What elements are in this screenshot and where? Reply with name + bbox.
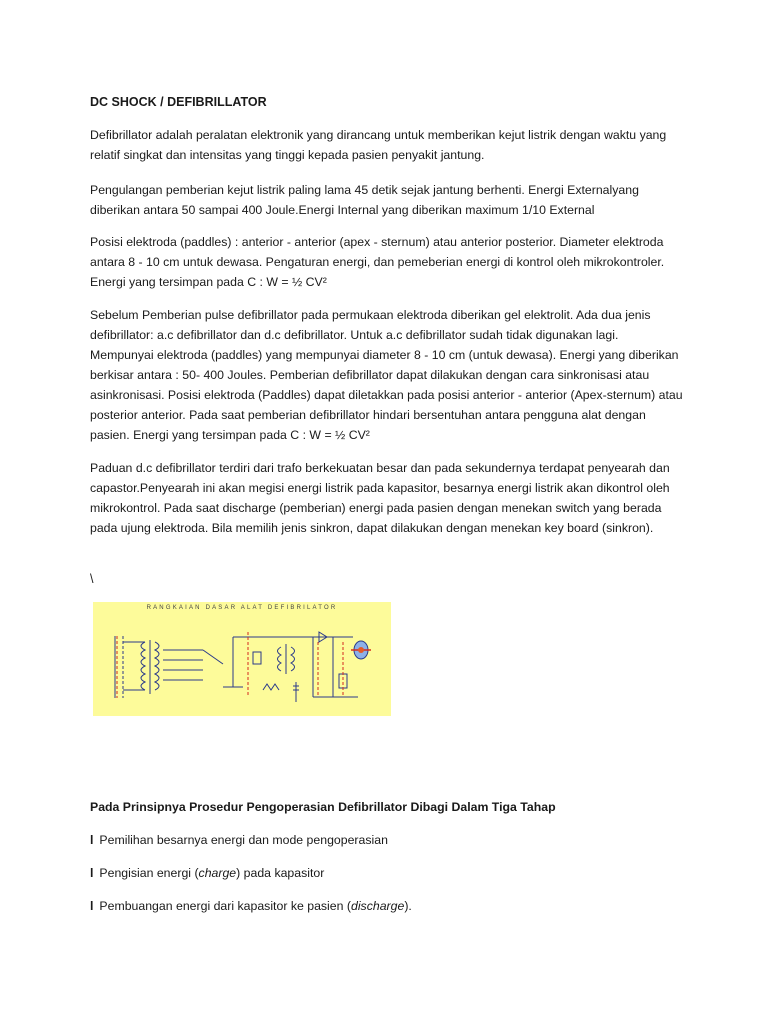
step-emphasis: discharge: [350, 899, 405, 913]
procedure-step-3: [90, 899, 412, 913]
paragraph-dc-defibrillator: Paduan d.c defibrillator terdiri dari trafo berkekuatan besar dan pada sekundernya terdapat penyearah dan capastor.Penyearah ini akan megisi energi listrik pada kapasitor, besarnya energi listrik akan dikontrol oleh mikrokontrol. Pada saat discharge (pemberian) energi pada pasien dengan menekan switch yang berada pada ujung elektroda. Bila memilih jenis sinkron, dapat dilakukan dengan menekan key board (sinkron).: [90, 461, 670, 535]
step-text-end: ).: [404, 899, 412, 913]
paragraph-electrode-position: Posisi elektroda (paddles) : anterior - anterior (apex - sternum) atau anterior posterior. Diameter elektroda antara 8 - 10 cm untuk dewasa. Pengaturan energi, dan pemeberian energi di kontrol oleh mikrokontroler. Energi yang tersimpan pada C : W = ½ CV²: [90, 235, 665, 289]
step-text: Pemilihan besarnya energi dan mode pengoperasian: [99, 833, 388, 847]
step-text: Pembuangan energi dari kapasitor ke pasien (: [99, 899, 351, 913]
step-text: Pengisian energi (: [99, 866, 199, 880]
paragraph-procedure-details: Sebelum Pemberian pulse defibrillator pada permukaan elektroda diberikan gel elektrolit. Ada dua jenis defibrillator: a.c defibrillator dan d.c defibrillator. Untuk a.c defibrillator sudah tidak digunakan lagi. Mempunyai elektroda (paddles) yang mempunyai diameter 8 - 10 cm (untuk dewasa). Energi yang diberikan berkisar antara : 50- 400 Joules. Pemberian defibrillator dapat dilakukan dengan cara sinkronisasi atau asinkronisasi. Posisi elektroda (Paddles) dapat diletakkan pada posisi anterior - anterior (Apex-sternum) atau posterior anterior. Pada saat pemberian defibrillator hindari bersentuhan antara pengguna alat dengan pasien. Energi yang tersimpan pada C : W = ½ CV²: [90, 308, 683, 442]
step-emphasis: charge: [198, 866, 237, 880]
procedure-step-1: [90, 833, 388, 847]
procedure-heading: Pada Prinsipnya Prosedur Pengoperasian Defibrillator Dibagi Dalam Tiga Tahap: [90, 800, 556, 814]
document-title: DC SHOCK / DEFIBRILLATOR: [90, 95, 267, 109]
procedure-step-2: [90, 866, 324, 880]
paragraph-definition: Defibrillator adalah peralatan elektronik yang dirancang untuk memberikan kejut listrik dengan waktu yang relatif singkat dan intensitas yang tinggi kepada pasien penyakit jantung.: [90, 128, 667, 162]
step-marker: l: [90, 866, 94, 880]
figure-caption: RANGKAIAN DASAR ALAT DEFIBRILATOR: [146, 605, 338, 611]
paragraph-energy: Pengulangan pemberian kejut listrik paling lama 45 detik sejak jantung berhenti. Energi Externalyang diberikan antara 50 sampai 400 Joule.Energi Internal yang diberikan maximum 1/10 External: [90, 183, 639, 217]
step-text-end: ) pada kapasitor: [236, 866, 325, 880]
stray-character: \: [90, 572, 94, 586]
circuit-diagram: [93, 602, 391, 716]
step-marker: l: [90, 899, 94, 913]
step-marker: l: [90, 833, 94, 847]
circuit-diagram-figure: [93, 602, 391, 716]
